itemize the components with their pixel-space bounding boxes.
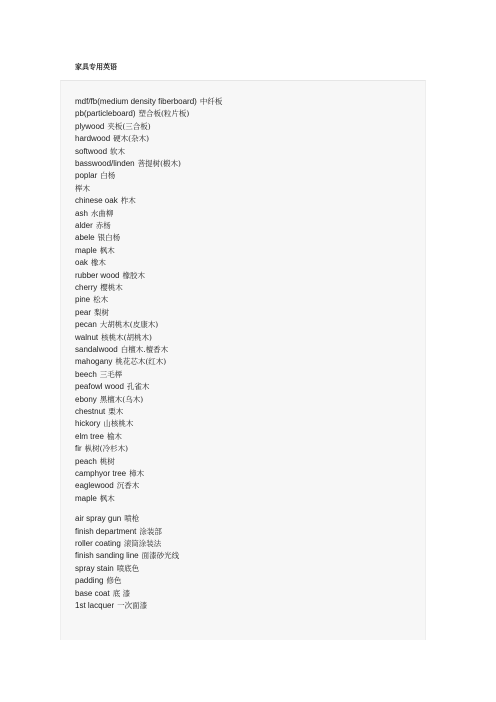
glossary-entry	[75, 444, 128, 454]
term-english: beech	[75, 369, 97, 379]
term-chinese: 樱桃木	[100, 283, 123, 292]
term-chinese: 滚筒涂装法	[123, 539, 162, 548]
glossary-entry	[75, 494, 115, 504]
glossary-entry	[75, 134, 149, 144]
term-english: rubber wood	[75, 270, 120, 280]
glossary-entry	[75, 457, 115, 467]
term-english: maple	[75, 245, 97, 255]
term-chinese: 中纤板	[199, 97, 223, 106]
term-chinese: 柞木	[120, 196, 136, 206]
term-english: finish department	[75, 526, 137, 536]
term-english: abele	[75, 233, 95, 243]
glossary-entry	[75, 209, 113, 219]
term-english: pecan	[75, 320, 97, 330]
term-english: fir	[75, 444, 82, 454]
glossary-entry	[75, 159, 181, 169]
term-chinese: 银白杨	[97, 233, 121, 243]
term-english: eaglewood	[75, 481, 114, 491]
term-english: walnut	[75, 332, 99, 342]
glossary-entry	[75, 469, 144, 479]
term-chinese: 白杨	[100, 171, 116, 181]
glossary-entry	[75, 345, 168, 355]
term-english: hickory	[75, 419, 101, 429]
term-chinese: 枫木	[99, 245, 115, 255]
glossary-entry	[75, 564, 139, 574]
glossary-entry	[75, 258, 106, 268]
term-english: air spray gun	[75, 514, 122, 524]
term-english: 1st lacquer	[75, 601, 115, 610]
term-chinese: 枫木	[99, 493, 115, 503]
term-chinese: 橡木	[90, 258, 106, 268]
glossary-entry	[75, 333, 152, 343]
term-chinese: 榆木	[106, 431, 122, 441]
term-chinese: 沉香木	[116, 481, 140, 491]
term-english: chinese oak	[75, 196, 118, 206]
term-chinese: 榉木	[75, 183, 90, 193]
term-chinese: 菩提树(椴木)	[137, 159, 181, 168]
glossary-entry	[75, 246, 115, 256]
glossary-entry	[75, 196, 136, 206]
term-chinese: 松木	[93, 295, 109, 305]
term-chinese: 面漆砂光线	[141, 551, 180, 561]
term-chinese: 白檀木.檀香木	[120, 345, 169, 354]
glossary-entry	[75, 382, 149, 392]
term-english: hardwood	[75, 134, 111, 144]
glossary-entry	[75, 122, 151, 132]
term-english: softwood	[75, 146, 108, 156]
term-chinese: 三毛榉	[99, 369, 123, 379]
term-chinese: 橡胶木	[122, 270, 145, 280]
term-english: mdf/fb(medium density fiberboard)	[75, 97, 197, 106]
term-chinese: 一次面漆	[117, 601, 148, 610]
term-chinese: 塑合板(粒片板)	[138, 109, 190, 119]
term-chinese: 桃树	[99, 456, 115, 466]
term-english: maple	[75, 493, 97, 503]
term-english: mahogany	[75, 357, 113, 367]
term-english: cherry	[75, 283, 98, 292]
glossary-entry	[75, 551, 179, 561]
glossary-entry	[75, 233, 120, 243]
term-english: pear	[75, 307, 92, 317]
term-english: ash	[75, 208, 88, 218]
glossary-entry	[75, 283, 123, 293]
glossary-entry	[75, 589, 130, 599]
glossary-entry	[75, 320, 158, 330]
term-english: elm tree	[75, 431, 104, 441]
term-chinese: 赤杨	[95, 221, 111, 230]
term-english: pine	[75, 295, 91, 305]
term-chinese: 修色	[106, 576, 122, 586]
term-english: sandalwood	[75, 345, 118, 354]
glossary-entry	[75, 432, 122, 442]
term-chinese: 喷枪	[124, 514, 140, 524]
term-chinese: 山核桃木	[103, 419, 134, 429]
glossary-entry	[75, 357, 166, 367]
term-chinese: 枞树(冷杉木)	[84, 444, 129, 454]
term-chinese: 硬木(杂木)	[113, 134, 149, 144]
term-chinese: 樟木	[129, 469, 145, 478]
term-chinese: 涂装部	[139, 526, 162, 536]
term-english: pb(particleboard)	[75, 109, 136, 119]
glossary-entry	[75, 271, 145, 281]
term-chinese: 底 漆	[112, 588, 131, 598]
term-english: poplar	[75, 171, 98, 181]
term-english: peafowl wood	[75, 382, 124, 392]
glossary-entry	[75, 109, 189, 119]
term-english: chestnut	[75, 407, 106, 416]
glossary-entry	[75, 295, 108, 305]
term-chinese: 大胡桃木(皮康木)	[99, 320, 159, 330]
term-chinese: 栗木	[108, 407, 124, 416]
term-english: padding	[75, 576, 104, 586]
glossary-entry	[75, 308, 109, 318]
term-chinese: 喷底色	[116, 563, 140, 573]
page-title: 家具专用英语	[75, 63, 117, 71]
term-english: alder	[75, 221, 93, 230]
term-english: camphyor tree	[75, 469, 127, 478]
term-chinese: 软木	[110, 146, 126, 156]
term-english: base coat	[75, 588, 110, 598]
glossary-entry	[75, 601, 147, 611]
term-english: spray stain	[75, 563, 114, 573]
term-chinese: 桃花芯木(红木)	[115, 357, 167, 367]
glossary-entry	[75, 395, 143, 405]
glossary-entry	[75, 539, 161, 549]
glossary-entry	[75, 514, 139, 524]
term-english: basswood/linden	[75, 159, 135, 168]
glossary-entry	[75, 171, 115, 181]
term-english: roller coating	[75, 539, 121, 548]
glossary-entry	[75, 407, 123, 417]
glossary-entry	[75, 370, 122, 380]
term-chinese: 黑檀木(乌木)	[99, 394, 144, 404]
term-chinese: 水曲柳	[90, 208, 114, 218]
term-chinese: 梨树	[94, 307, 110, 317]
glossary-entry	[75, 576, 121, 586]
term-english: oak	[75, 258, 88, 268]
glossary-entry	[75, 481, 139, 491]
term-chinese: 核桃木(胡桃木)	[101, 332, 152, 342]
glossary-entry	[75, 184, 90, 194]
term-chinese: 夹板(三合板)	[107, 121, 151, 131]
term-chinese: 孔雀木	[126, 382, 150, 392]
term-english: peach	[75, 456, 97, 466]
term-english: plywood	[75, 121, 105, 131]
term-english: ebony	[75, 394, 97, 404]
term-english: finish sanding line	[75, 551, 139, 561]
glossary-entry	[75, 97, 222, 107]
glossary-entry	[75, 147, 125, 157]
glossary-entry	[75, 221, 111, 231]
glossary-entry	[75, 419, 133, 429]
glossary-entry	[75, 527, 162, 537]
